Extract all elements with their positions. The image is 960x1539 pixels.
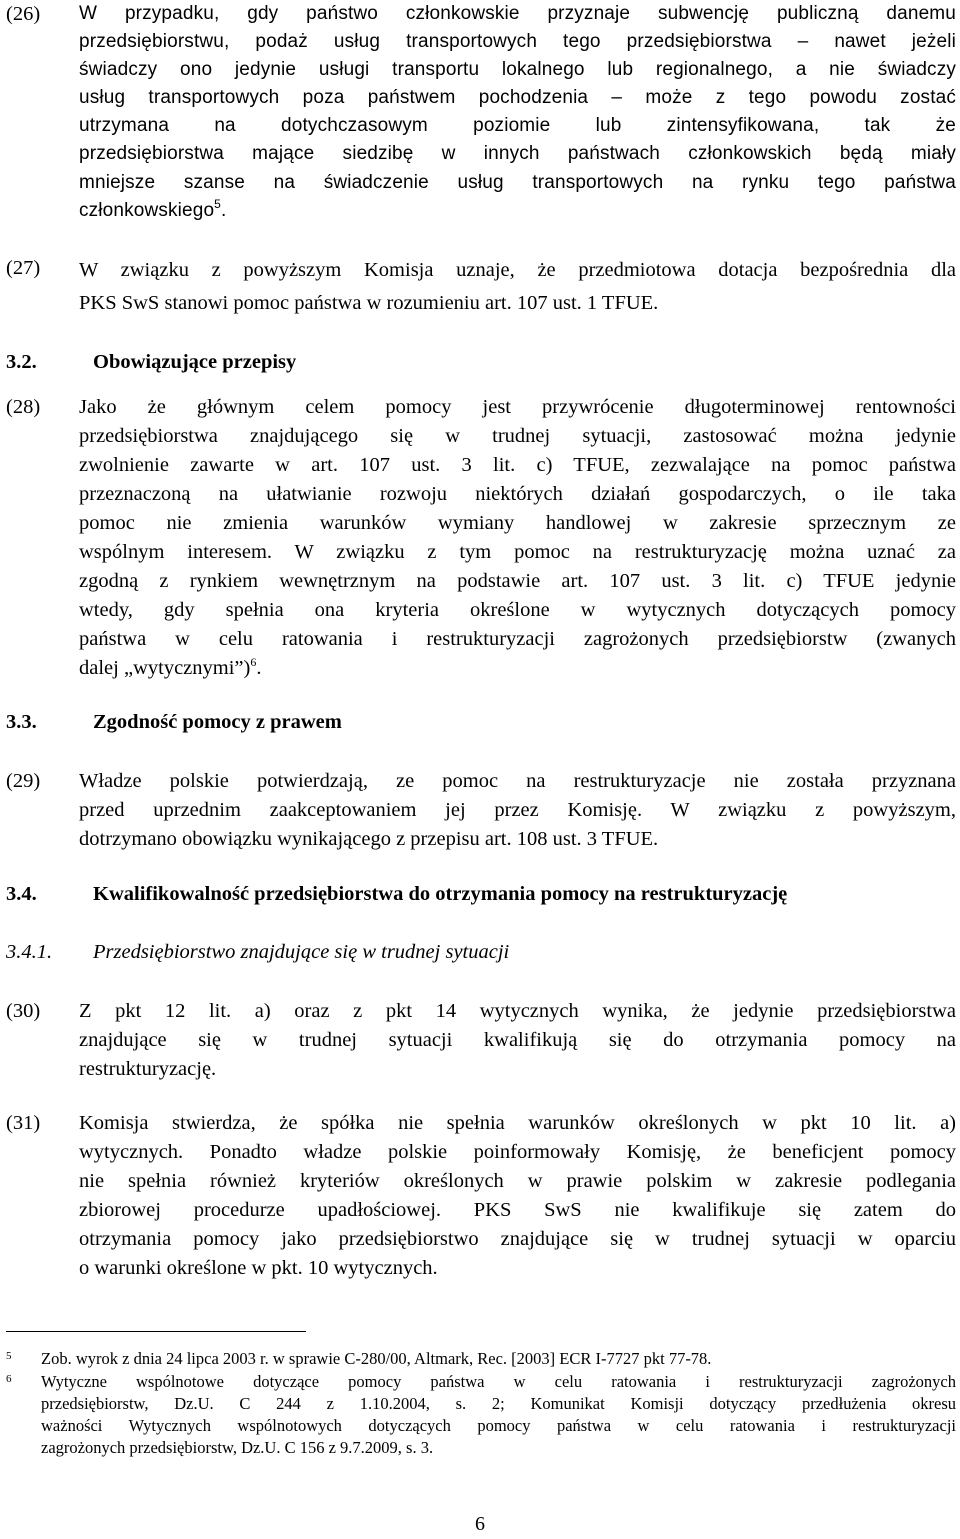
text-line: nie spełnia również kryteriów określonych w prawie polskim w zakresie podlegania xyxy=(79,1170,956,1192)
paragraph-text xyxy=(79,767,956,854)
text-line: PKS SwS stanowi pomoc państwa w rozumieniu art. 107 ust. 1 TFUE. xyxy=(79,292,659,314)
section-title: Obowiązujące przepisy xyxy=(93,351,297,373)
text-line xyxy=(79,654,956,683)
text-line: Z pkt 12 lit. a) oraz z pkt 14 wytycznych wynika, że jedynie przedsiębiorstwa xyxy=(79,1000,956,1022)
text-line: zwolnienie zawarte w art. 107 ust. 3 lit. c) TFUE, zezwalające na pomoc państwa xyxy=(79,454,956,476)
section-title: Zgodność pomocy z prawem xyxy=(93,711,342,733)
text-line xyxy=(79,197,956,225)
text-line: otrzymania pomocy jako przedsiębiorstwo znajdujące się w trudnej sytuacji w oparciu xyxy=(79,1228,956,1250)
text-line: W związku z powyższym Komisja uznaje, że przedmiotowa dotacja bezpośrednia dla xyxy=(79,259,956,281)
paragraph-number: (30) xyxy=(6,1000,41,1022)
paragraph-number: (31) xyxy=(6,1112,41,1134)
text-line: dotrzymano obowiązku wynikającego z przepisu art. 108 ust. 3 TFUE. xyxy=(79,828,659,850)
footnote-text xyxy=(41,1348,956,1370)
text-line: Komisja stwierdza, że spółka nie spełnia warunków określonych w pkt 10 lit. a) xyxy=(79,1112,956,1134)
punctuation: . xyxy=(221,199,227,221)
section-title: Przedsiębiorstwo znajdujące się w trudnej sytuacji xyxy=(93,941,510,963)
text-line: utrzymana na dotychczasowym poziomie lub zintensyfikowana, tak że xyxy=(79,115,956,137)
text-line: przed uprzednim zaakceptowaniem jej przez Komisję. W związku z powyższym, xyxy=(79,799,956,821)
paragraph-text xyxy=(79,997,956,1084)
section-number: 3.4.1. xyxy=(6,941,53,963)
paragraph-text xyxy=(79,1109,956,1283)
text-line: państwa w celu ratowania i restrukturyzacji zagrożonych przedsiębiorstw (zwanych xyxy=(79,628,956,650)
paragraph-number: (26) xyxy=(6,3,41,25)
text-line: przedsiębiorstwu, podaż usług transportowych tego przedsiębiorstwa – nawet jeżeli xyxy=(79,31,956,53)
footnote-number: 6 xyxy=(6,1373,12,1385)
footnote-number: 5 xyxy=(6,1350,12,1362)
text-line: świadczy ono jedynie usługi transportu lokalnego lub regionalnego, a nie świadczy xyxy=(79,59,956,81)
text-line: mniejsze szanse na świadczenie usług transportowych na rynku tego państwa xyxy=(79,171,956,193)
text-line: wytycznych. Ponadto władze polskie poinformowały Komisję, że beneficjent pomocy xyxy=(79,1141,956,1163)
text-line: wtedy, gdy spełnia ona kryteria określone w wytycznych dotyczących pomocy xyxy=(79,599,956,621)
text-line: usług transportowych poza państwem pochodzenia – może z tego powodu zostać xyxy=(79,87,956,109)
text-line: restrukturyzację. xyxy=(79,1058,217,1080)
section-title: Kwalifikowalność przedsiębiorstwa do otrzymania pomocy na restrukturyzację xyxy=(93,883,788,905)
text-line: znajdujące się w trudnej sytuacji kwalifikują się do otrzymania pomocy na xyxy=(79,1029,956,1051)
paragraph-text xyxy=(79,0,956,225)
footnote-ref: 6 xyxy=(250,655,257,669)
text-line: W przypadku, gdy państwo członkowskie przyznaje subwencję publiczną danemu xyxy=(79,3,956,24)
footnote-separator xyxy=(6,1331,306,1332)
footnote-ref: 5 xyxy=(214,196,221,211)
footnote-text xyxy=(41,1371,956,1459)
section-number: 3.4. xyxy=(6,883,37,905)
text-line-last: członkowskiego xyxy=(79,199,215,221)
text-line: Zob. wyrok z dnia 24 lipca 2003 r. w sprawie C-280/00, Altmark, Rec. [2003] ECR I-7727 pkt 77-78. xyxy=(41,1349,712,1368)
paragraph-text xyxy=(79,254,956,320)
text-line: zgodną z rynkiem wewnętrznym na podstawie art. 107 ust. 3 lit. c) TFUE jedynie xyxy=(79,570,956,592)
text-line: przedsiębiorstw, Dz.U. C 244 z 1.10.2004, s. 2; Komunikat Komisji dotyczący przedłużenia okresu xyxy=(41,1394,956,1413)
section-number: 3.2. xyxy=(6,351,37,373)
text-line: Jako że głównym celem pomocy jest przywrócenie długoterminowej rentowności xyxy=(79,396,956,418)
section-number: 3.3. xyxy=(6,711,37,733)
text-line: pomoc nie zmienia warunków wymiany handlowej w zakresie sprzecznym ze xyxy=(79,512,956,534)
punctuation: . xyxy=(256,657,262,679)
text-line: o warunki określone w pkt. 10 wytycznych. xyxy=(79,1257,438,1279)
paragraph-number: (28) xyxy=(6,396,41,418)
text-line-last: dalej „wytycznymi”) xyxy=(79,657,251,679)
text-line: zbiorowej procedurze upadłościowej. PKS SwS nie kwalifikuje się zatem do xyxy=(79,1199,956,1221)
paragraph-text xyxy=(79,393,956,683)
paragraph-number: (29) xyxy=(6,770,41,792)
text-line: Władze polskie potwierdzają, ze pomoc na restrukturyzacje nie została przyznana xyxy=(79,770,956,792)
text-line: Wytyczne wspólnotowe dotyczące pomocy państwa w celu ratowania i restrukturyzacji zagrożonych xyxy=(41,1372,956,1391)
text-line: przedsiębiorstwa znajdującego się w trudnej sytuacji, zastosować można jedynie xyxy=(79,425,956,447)
text-line: przedsiębiorstwa mające siedzibę w innych państwach członkowskich będą miały xyxy=(79,143,956,165)
paragraph-number: (27) xyxy=(6,257,41,279)
text-line: ważności Wytycznych wspólnotowych dotyczących pomocy państwa w celu ratowania i restrukturyzacji xyxy=(41,1416,956,1435)
text-line: przeznaczoną na ułatwianie rozwoju niektórych działań gospodarczych, o ile taka xyxy=(79,483,956,505)
page-number: 6 xyxy=(475,1513,485,1535)
text-line: zagrożonych przedsiębiorstw, Dz.U. C 156 z 9.7.2009, s. 3. xyxy=(41,1438,434,1457)
text-line: wspólnym interesem. W związku z tym pomoc na restrukturyzację można uznać za xyxy=(79,541,956,563)
